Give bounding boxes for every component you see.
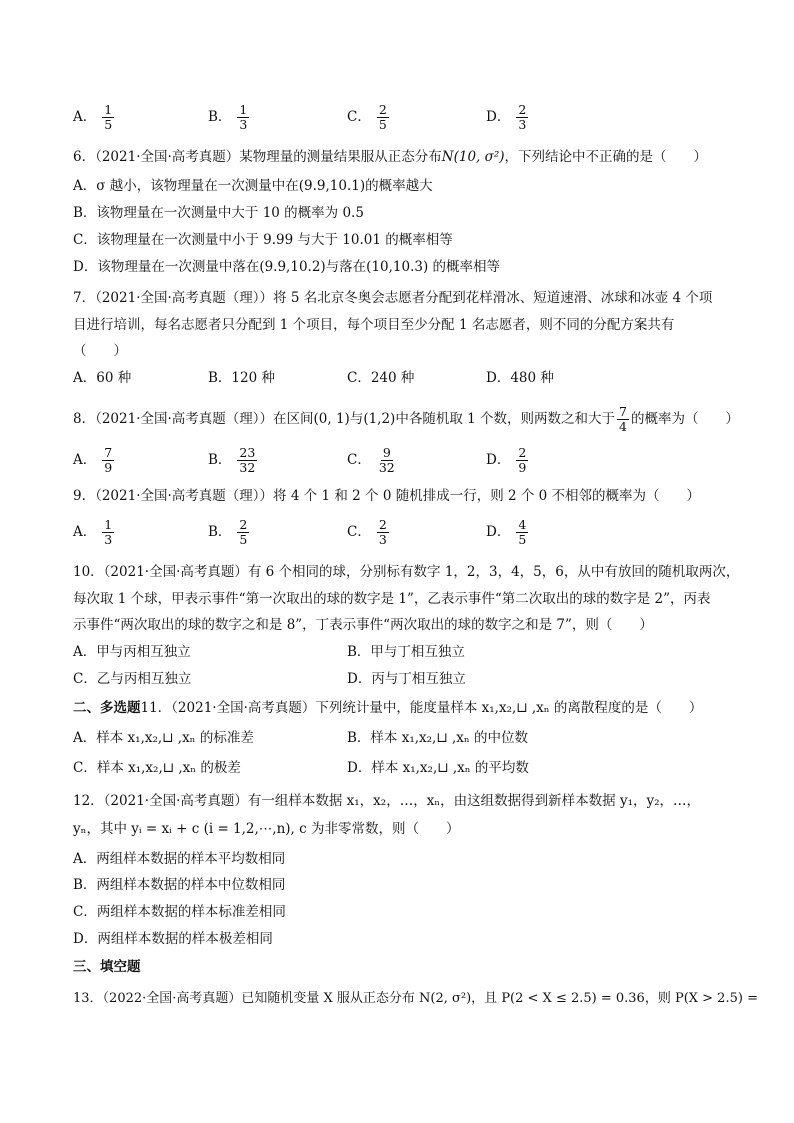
- q6-option-d: D．该物理量在一次测量中落在(9.9,10.2)与落在(10,10.3) 的概率相等: [73, 259, 501, 275]
- q12-stem-line2: yₙ，其中 yᵢ = xᵢ + c (i = 1,2,⋯,n), c 为非零常数，则（ ）: [73, 821, 460, 837]
- q10-option-b: B．甲与丁相互独立: [347, 644, 465, 660]
- q10-stem-line1: 10．（2021·全国·高考真题）有 6 个相同的球，分别标有数字 1，2，3，4，5，6，从中有放回的随机取两次，: [73, 564, 740, 580]
- q5-option-c: C． $\frac{2}{5}$: [347, 102, 387, 132]
- q9-stem: 9．（2021·全国·高考真题（理））将 4 个 1 和 2 个 0 随机排成一行，则 2 个 0 不相邻的概率为（ ）: [73, 488, 701, 504]
- q6-stem: 6．（2021·全国·高考真题）某物理量的测量结果服从正态分布N(10, σ²)，下列结论中不正确的是（ ）: [73, 149, 708, 165]
- q9-option-c: C． $\frac{2}{3}$: [347, 517, 387, 547]
- q8-option-d: D． $\frac{2}{9}$: [486, 445, 527, 475]
- q12-option-d: D．两组样本数据的样本极差相同: [73, 931, 273, 947]
- q5-option-a: A． $\frac{1}{5}$: [73, 102, 113, 132]
- q8-option-c: C． $\frac{9}{32}$: [347, 445, 395, 475]
- q8-option-b: B． $\frac{23}{32}$: [208, 445, 256, 475]
- q10-option-d: D．丙与丁相互独立: [347, 671, 466, 687]
- q11-option-b: B．样本 x₁,x₂,⊔ ,xₙ 的中位数: [347, 730, 528, 746]
- q10-option-a: A．甲与丙相互独立: [73, 644, 191, 660]
- q8-stem: 8．（2021·全国·高考真题（理））在区间(0, 1)与(1,2)中各随机取 1 个数，则两数之和大于 $\frac{7}{4}$ 的概率为（ ）: [73, 404, 739, 434]
- q7-option-d: D．480 种: [486, 370, 554, 386]
- q11-stem: 二、多选题11．（2021·全国·高考真题）下列统计量中，能度量样本 x₁,x₂,⊔ ,xₙ 的离散程度的是（ ）: [73, 700, 703, 716]
- q7-stem-line1: 7．（2021·全国·高考真题（理））将 5 名北京冬奥会志愿者分配到花样滑冰、短道速滑、冰球和冰壶 4 个项: [73, 290, 713, 306]
- q9-option-a: A． $\frac{1}{3}$: [73, 517, 113, 547]
- q5-option-b: B． $\frac{1}{3}$: [208, 102, 248, 132]
- section-heading-fill-in: 三、填空题: [73, 959, 141, 975]
- q10-stem-line3: 示事件“两次取出的球的数字之和是 8”，丁表示事件“两次取出的球的数字之和是 7”，则（ ）: [73, 617, 653, 633]
- q7-option-c: C．240 种: [347, 370, 415, 386]
- section-heading-multiple-choice: 二、多选题: [73, 700, 141, 716]
- q11-option-a: A．样本 x₁,x₂,⊔ ,xₙ 的标准差: [73, 730, 254, 746]
- q6-option-a: A．σ 越小，该物理量在一次测量中在(9.9,10.1)的概率越大: [73, 178, 433, 194]
- q7-stem-line2: 目进行培训，每名志愿者只分配到 1 个项目，每个项目至少分配 1 名志愿者，则不同的分配方案共有: [73, 317, 675, 333]
- q11-option-d: D．样本 x₁,x₂,⊔ ,xₙ 的平均数: [347, 760, 529, 776]
- q11-option-c: C．样本 x₁,x₂,⊔ ,xₙ 的极差: [73, 760, 241, 776]
- q12-stem-line1: 12．（2021·全国·高考真题）有一组样本数据 x₁，x₂，…，xₙ，由这组数据得到新样本数据 y₁，y₂，…，: [73, 793, 701, 809]
- q6-option-b: B．该物理量在一次测量中大于 10 的概率为 0.5: [73, 205, 364, 221]
- q12-option-a: A．两组样本数据的样本平均数相同: [73, 851, 286, 867]
- q9-option-d: D． $\frac{4}{5}$: [486, 517, 527, 547]
- q10-stem-line2: 每次取 1 个球，甲表示事件“第一次取出的球的数字是 1”，乙表示事件“第二次取出的球的数字是 2”，丙表: [73, 591, 711, 607]
- q13-stem: 13．（2022·全国·高考真题）已知随机变量 X 服从正态分布 N(2, σ²)，且 P(2 < X ≤ 2.5) = 0.36，则 P(X > 2.5) =: [73, 991, 758, 1006]
- q5-option-d: D． $\frac{2}{3}$: [486, 102, 527, 132]
- q9-option-b: B． $\frac{2}{5}$: [208, 517, 248, 547]
- q7-option-b: B．120 种: [208, 370, 275, 386]
- q8-option-a: A． $\frac{7}{9}$: [73, 445, 113, 475]
- q12-option-b: B．两组样本数据的样本中位数相同: [73, 877, 286, 893]
- q6-option-c: C．该物理量在一次测量中小于 9.99 与大于 10.01 的概率相等: [73, 232, 453, 248]
- q10-option-c: C．乙与丙相互独立: [73, 671, 192, 687]
- q12-option-c: C．两组样本数据的样本标准差相同: [73, 904, 286, 920]
- q7-option-a: A．60 种: [73, 370, 132, 386]
- q7-stem-line3: （ ）: [73, 343, 127, 359]
